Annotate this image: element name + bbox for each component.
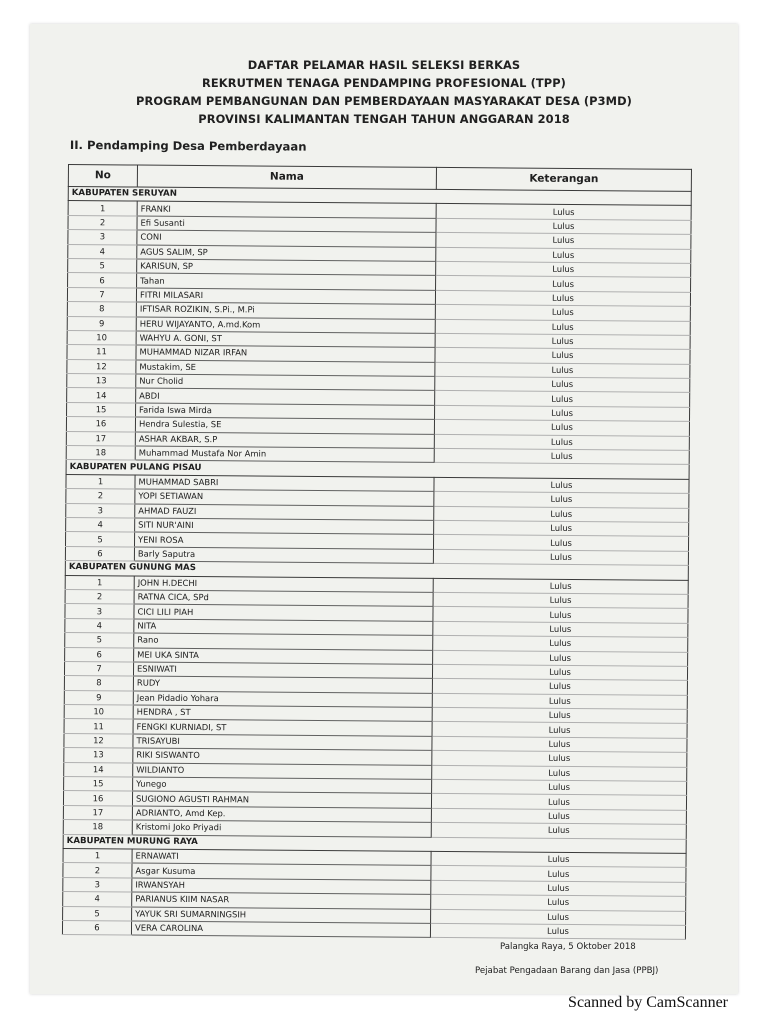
row-number: 5 xyxy=(65,532,134,547)
result-status: Lulus xyxy=(432,664,687,680)
result-status: Lulus xyxy=(435,376,690,392)
applicant-name: Farida Iswa Mirda xyxy=(136,403,435,420)
row-number: 6 xyxy=(62,920,131,935)
result-status: Lulus xyxy=(435,348,690,364)
row-number: 1 xyxy=(66,474,135,489)
result-status: Lulus xyxy=(436,247,691,263)
row-number: 4 xyxy=(66,517,135,532)
row-number: 18 xyxy=(63,820,132,835)
result-status: Lulus xyxy=(432,679,687,695)
row-number: 6 xyxy=(65,647,134,662)
result-status: Lulus xyxy=(431,909,686,925)
result-status: Lulus xyxy=(436,204,691,220)
applicant-name: IFTISAR ROZIKIN, S.Pi., M.Pi xyxy=(136,302,435,319)
applicant-name: Hendra Sulestia, SE xyxy=(135,417,434,434)
row-number: 8 xyxy=(64,676,133,691)
applicant-name: MUHAMMAD SABRI xyxy=(135,475,434,492)
row-number: 12 xyxy=(67,359,136,374)
applicant-table-wrapper xyxy=(62,164,692,940)
result-status: Lulus xyxy=(431,866,686,882)
scanner-watermark: Scanned by CamScanner xyxy=(568,994,728,1011)
row-number: 11 xyxy=(67,345,136,360)
applicant-name: Tahan xyxy=(137,273,436,290)
row-number: 7 xyxy=(64,661,133,676)
applicant-name: WAHYU A. GONI, ST xyxy=(136,331,435,348)
applicant-name: NITA xyxy=(134,619,433,636)
row-number: 17 xyxy=(63,805,132,820)
header-line-3: PROGRAM PEMBANGUNAN DAN PEMBERDAYAAN MASYARAKAT DESA (P3MD) xyxy=(136,94,632,108)
result-status: Lulus xyxy=(434,420,689,436)
row-number: 16 xyxy=(66,417,135,432)
applicant-name: AGUS SALIM, SP xyxy=(137,245,436,262)
applicant-name: MUHAMMAD NIZAR IRFAN xyxy=(136,345,435,362)
row-number: 16 xyxy=(63,791,132,806)
applicant-table xyxy=(62,164,692,940)
result-status: Lulus xyxy=(431,851,686,867)
result-status: Lulus xyxy=(433,549,688,565)
applicant-name: AHMAD FAUZI xyxy=(135,504,434,521)
applicant-name: FITRI MILASARI xyxy=(136,288,435,305)
result-status: Lulus xyxy=(432,736,687,752)
result-status: Lulus xyxy=(433,578,688,594)
applicant-name: Barly Saputra xyxy=(134,547,433,564)
applicant-name: VERA CAROLINA xyxy=(131,921,430,938)
result-status: Lulus xyxy=(435,305,690,321)
row-number: 1 xyxy=(65,575,134,590)
row-number: 7 xyxy=(67,287,136,302)
result-status: Lulus xyxy=(433,650,688,666)
applicant-name: Nur Cholid xyxy=(136,374,435,391)
row-number: 4 xyxy=(68,244,137,259)
row-number: 12 xyxy=(64,733,133,748)
column-header-keterangan: Keterangan xyxy=(436,167,691,191)
applicant-name: Yunego xyxy=(133,777,432,794)
result-status: Lulus xyxy=(433,535,688,551)
row-number: 15 xyxy=(67,402,136,417)
table-body xyxy=(62,187,691,940)
row-number: 1 xyxy=(68,201,137,216)
applicant-name: IRWANSYAH xyxy=(132,878,431,895)
row-number: 13 xyxy=(64,748,133,763)
row-number: 13 xyxy=(67,374,136,389)
group-name: KABUPATEN MURUNG RAYA xyxy=(63,834,686,853)
row-number: 5 xyxy=(65,633,134,648)
row-number: 6 xyxy=(65,546,134,561)
row-number: 5 xyxy=(63,906,132,921)
applicant-name: ERNAWATI xyxy=(132,849,431,866)
result-status: Lulus xyxy=(432,765,687,781)
header-line-2: REKRUTMEN TENAGA PENDAMPING PROFESIONAL (TPP) xyxy=(202,76,566,90)
applicant-name: Mustakim, SE xyxy=(136,360,435,377)
result-status: Lulus xyxy=(432,693,687,709)
applicant-name: KARISUN, SP xyxy=(137,259,436,276)
applicant-name: Jean Pidadio Yohara xyxy=(133,691,432,708)
applicant-name: YENI ROSA xyxy=(134,532,433,549)
row-number: 1 xyxy=(63,848,132,863)
applicant-name: Asgar Kusuma xyxy=(132,863,431,880)
document-page xyxy=(30,24,738,994)
applicant-name: Muhammad Mustafa Nor Amin xyxy=(135,446,434,463)
applicant-name: RATNA CICA, SPd xyxy=(134,590,433,607)
city-date: Palangka Raya, 5 Oktober 2018 xyxy=(500,942,636,952)
group-name: KABUPATEN GUNUNG MAS xyxy=(65,561,688,580)
result-status: Lulus xyxy=(434,492,689,508)
row-number: 3 xyxy=(65,604,134,619)
applicant-name: FRANKI xyxy=(137,201,436,218)
result-status: Lulus xyxy=(435,391,690,407)
applicant-name: HENDRA , ST xyxy=(133,705,432,722)
row-number: 9 xyxy=(64,690,133,705)
row-number: 15 xyxy=(64,777,133,792)
result-status: Lulus xyxy=(435,405,690,421)
section-title: II. Pendamping Desa Pemberdayaan xyxy=(69,138,307,154)
applicant-name: CICI LILI PIAH xyxy=(134,604,433,621)
row-number: 5 xyxy=(68,258,137,273)
row-number: 2 xyxy=(68,215,137,230)
result-status: Lulus xyxy=(433,592,688,608)
applicant-name: RUDY xyxy=(133,676,432,693)
row-number: 6 xyxy=(68,273,137,288)
applicant-name: Rano xyxy=(134,633,433,650)
result-status: Lulus xyxy=(435,362,690,378)
result-status: Lulus xyxy=(431,794,686,810)
row-number: 10 xyxy=(67,330,136,345)
column-header-nama: Nama xyxy=(137,165,436,189)
applicant-name: MEI UKA SINTA xyxy=(134,648,433,665)
row-number: 2 xyxy=(66,489,135,504)
applicant-name: WILDIANTO xyxy=(133,763,432,780)
result-status: Lulus xyxy=(436,233,691,249)
row-number: 18 xyxy=(66,446,135,461)
row-number: 4 xyxy=(65,618,134,633)
applicant-name: ASHAR AKBAR, S.P xyxy=(135,432,434,449)
applicant-name: Kristomi Joko Priyadi xyxy=(132,820,431,837)
result-status: Lulus xyxy=(432,707,687,723)
row-number: 11 xyxy=(64,719,133,734)
official-title: Pejabat Pengadaan Barang dan Jasa (PPBJ) xyxy=(475,966,659,976)
row-number: 9 xyxy=(67,316,136,331)
row-number: 3 xyxy=(68,230,137,245)
result-status: Lulus xyxy=(436,261,691,277)
result-status: Lulus xyxy=(434,448,689,464)
row-number: 4 xyxy=(63,892,132,907)
result-status: Lulus xyxy=(431,880,686,896)
result-status: Lulus xyxy=(434,434,689,450)
result-status: Lulus xyxy=(433,635,688,651)
result-status: Lulus xyxy=(432,751,687,767)
row-number: 3 xyxy=(63,877,132,892)
applicant-name: CONI xyxy=(137,230,436,247)
result-status: Lulus xyxy=(433,621,688,637)
result-status: Lulus xyxy=(434,520,689,536)
applicant-name: TRISAYUBI xyxy=(133,734,432,751)
group-name: KABUPATEN SERUYAN xyxy=(68,187,691,206)
applicant-name: ABDI xyxy=(136,389,435,406)
result-status: Lulus xyxy=(434,477,689,493)
column-header-no: No xyxy=(68,165,137,188)
row-number: 3 xyxy=(66,503,135,518)
applicant-name: ESNIWATI xyxy=(133,662,432,679)
result-status: Lulus xyxy=(432,779,687,795)
document-header xyxy=(30,56,738,128)
result-status: Lulus xyxy=(436,218,691,234)
applicant-name: HERU WIJAYANTO, A.md.Kom xyxy=(136,317,435,334)
result-status: Lulus xyxy=(435,290,690,306)
applicant-name: Efi Susanti xyxy=(137,216,436,233)
applicant-name: ADRIANTO, Amd Kep. xyxy=(132,806,431,823)
row-number: 14 xyxy=(64,762,133,777)
result-status: Lulus xyxy=(430,923,685,939)
row-number: 10 xyxy=(64,705,133,720)
applicant-name: PARIANUS KIIM NASAR xyxy=(132,892,431,909)
result-status: Lulus xyxy=(431,895,686,911)
row-number: 2 xyxy=(63,863,132,878)
applicant-name: FENGKI KURNIADI, ST xyxy=(133,719,432,736)
header-line-4: PROVINSI KALIMANTAN TENGAH TAHUN ANGGARAN 2018 xyxy=(198,112,570,126)
group-name: KABUPATEN PULANG PISAU xyxy=(66,460,689,479)
result-status: Lulus xyxy=(434,506,689,522)
result-status: Lulus xyxy=(431,808,686,824)
applicant-name: YAYUK SRI SUMARNINGSIH xyxy=(132,907,431,924)
applicant-name: RIKI SISWANTO xyxy=(133,748,432,765)
row-number: 14 xyxy=(67,388,136,403)
result-status: Lulus xyxy=(431,823,686,839)
result-status: Lulus xyxy=(435,333,690,349)
applicant-name: SUGIONO AGUSTI RAHMAN xyxy=(132,791,431,808)
row-number: 2 xyxy=(65,589,134,604)
applicant-name: SITI NUR'AINI xyxy=(135,518,434,535)
result-status: Lulus xyxy=(432,722,687,738)
result-status: Lulus xyxy=(436,276,691,292)
row-number: 17 xyxy=(66,431,135,446)
row-number: 8 xyxy=(67,302,136,317)
header-line-1: DAFTAR PELAMAR HASIL SELEKSI BERKAS xyxy=(247,58,521,72)
applicant-name: JOHN H.DECHI xyxy=(134,576,433,593)
result-status: Lulus xyxy=(435,319,690,335)
applicant-name: YOPI SETIAWAN xyxy=(135,489,434,506)
result-status: Lulus xyxy=(433,607,688,623)
